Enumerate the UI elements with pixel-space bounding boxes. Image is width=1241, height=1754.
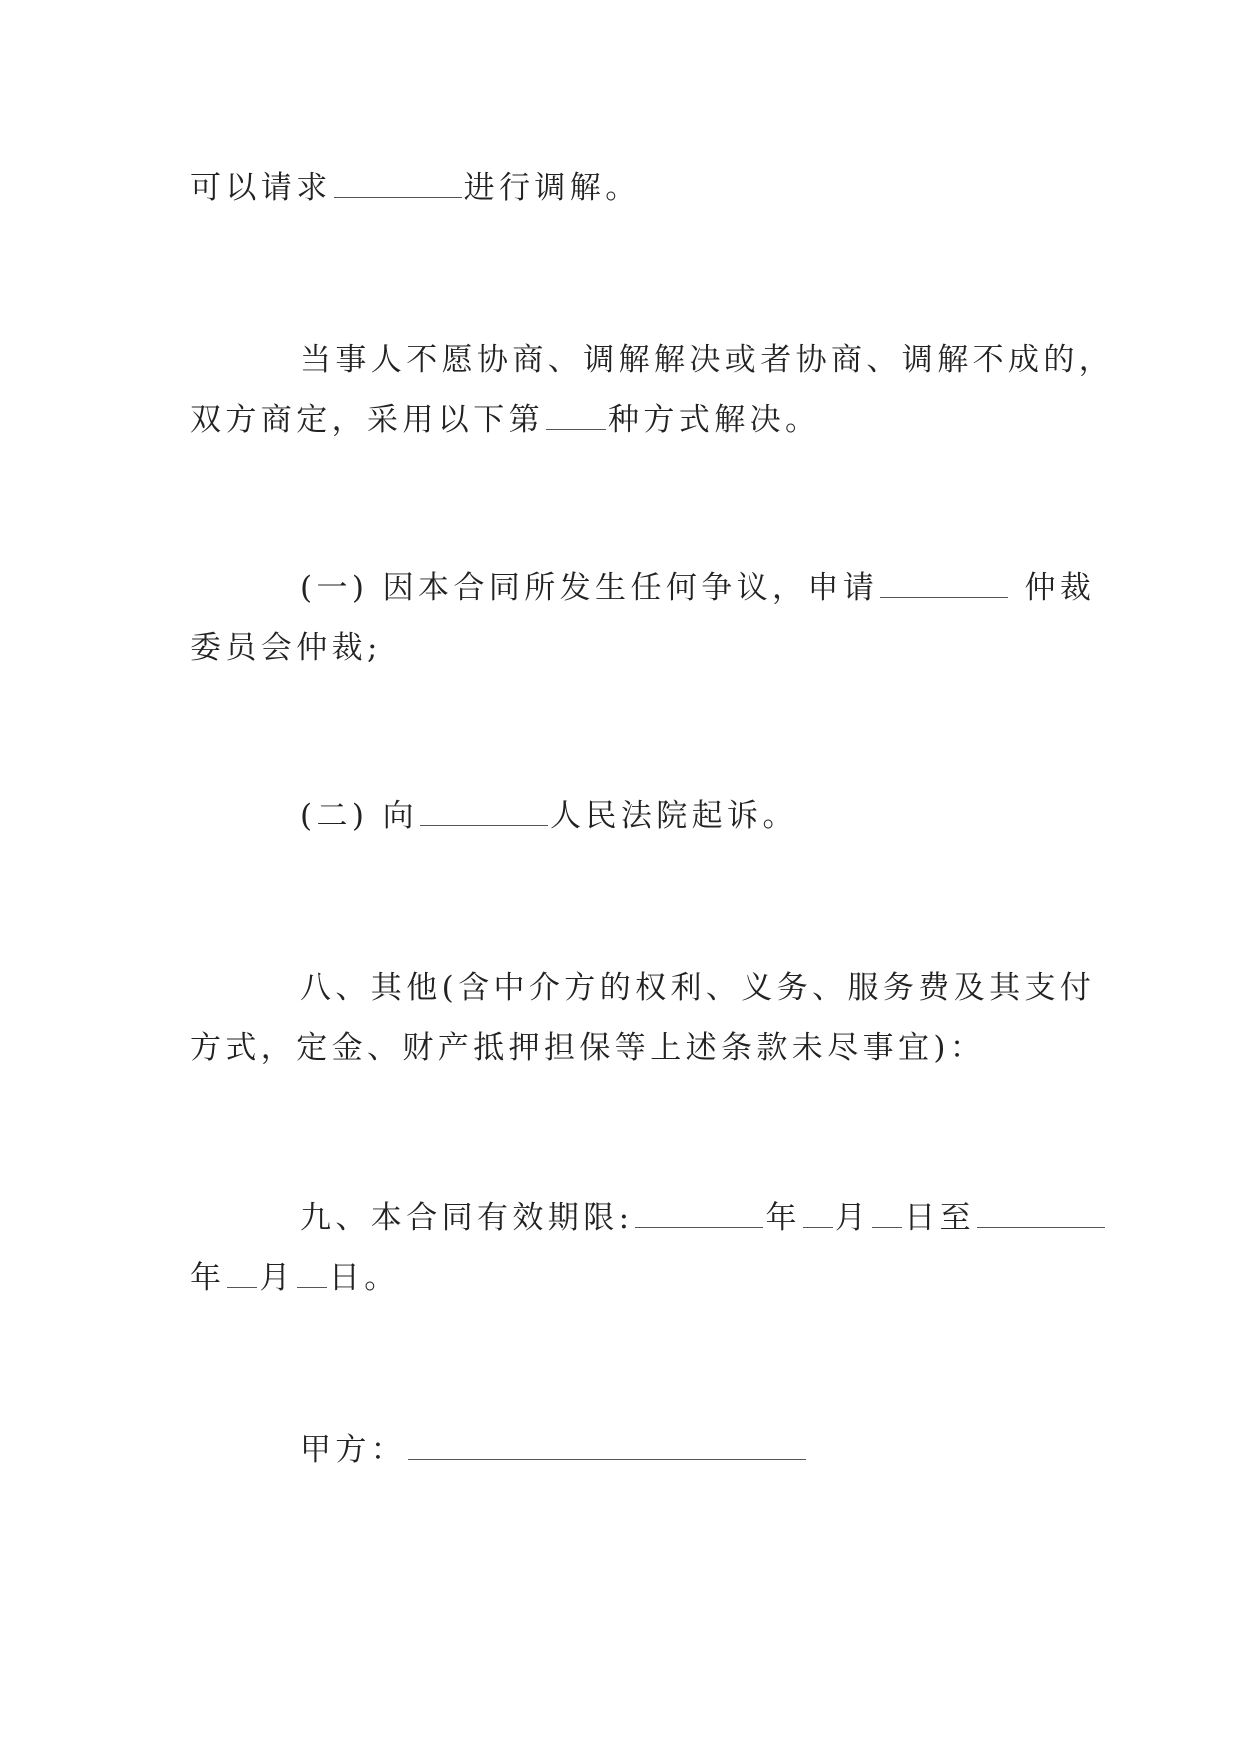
blank-field[interactable]	[420, 799, 548, 826]
blank-field[interactable]	[880, 571, 1008, 598]
para-court	[300, 796, 798, 836]
text-segment: 日。	[328, 1260, 400, 1296]
para-other-line1	[300, 968, 1095, 1008]
blank-field[interactable]	[635, 1201, 763, 1228]
text-segment: 进行调解。	[463, 170, 641, 206]
blank-field[interactable]	[227, 1261, 257, 1288]
para-dispute-line1	[300, 340, 1114, 380]
para-validity-line2	[190, 1258, 400, 1298]
blank-field[interactable]	[977, 1201, 1105, 1228]
text-segment: (一) 因本合同所发生任何争议，申请	[300, 570, 879, 606]
para-arbitration-line1	[300, 568, 1095, 608]
text-segment: 月	[834, 1200, 871, 1236]
text-segment: 当事人不愿协商、调解解决或者协商、调解不成的，	[300, 342, 1115, 378]
text-segment: 年	[765, 1200, 801, 1236]
para-arbitration-line2	[190, 628, 382, 668]
blank-field[interactable]	[872, 1201, 902, 1228]
para-validity-line1	[300, 1198, 1107, 1238]
para-dispute-line2	[190, 400, 820, 440]
text-segment: 双方商定，采用以下第	[190, 402, 544, 438]
text-segment: 可以请求	[190, 170, 332, 206]
blank-field[interactable]	[803, 1201, 833, 1228]
text-segment: 月	[259, 1260, 295, 1296]
text-segment: 年	[190, 1260, 226, 1296]
blank-field[interactable]	[334, 171, 462, 198]
blank-field[interactable]	[297, 1261, 327, 1288]
party-a-label: 甲方：	[300, 1432, 407, 1468]
text-segment: 仲裁	[1024, 570, 1096, 606]
party-a-field[interactable]	[408, 1433, 806, 1460]
text-segment: 委员会仲裁;	[190, 630, 382, 666]
text-segment: 种方式解决。	[608, 402, 821, 438]
text-segment: 方式，定金、财产抵押担保等上述条款未尽事宜)：	[190, 1030, 986, 1066]
text-segment: 九、本合同有效期限:	[300, 1200, 634, 1236]
text-segment: 人民法院起诉。	[550, 798, 798, 834]
text-segment: 八、其他(含中介方的权利、义务、服务费及其支付	[300, 970, 1096, 1006]
text-segment: 日至	[904, 1200, 976, 1236]
text-segment: (二) 向	[300, 798, 419, 834]
blank-field[interactable]	[546, 403, 606, 430]
para-other-line2	[190, 1028, 985, 1068]
para-request-mediation	[190, 168, 641, 208]
party-a-signature	[300, 1430, 808, 1470]
